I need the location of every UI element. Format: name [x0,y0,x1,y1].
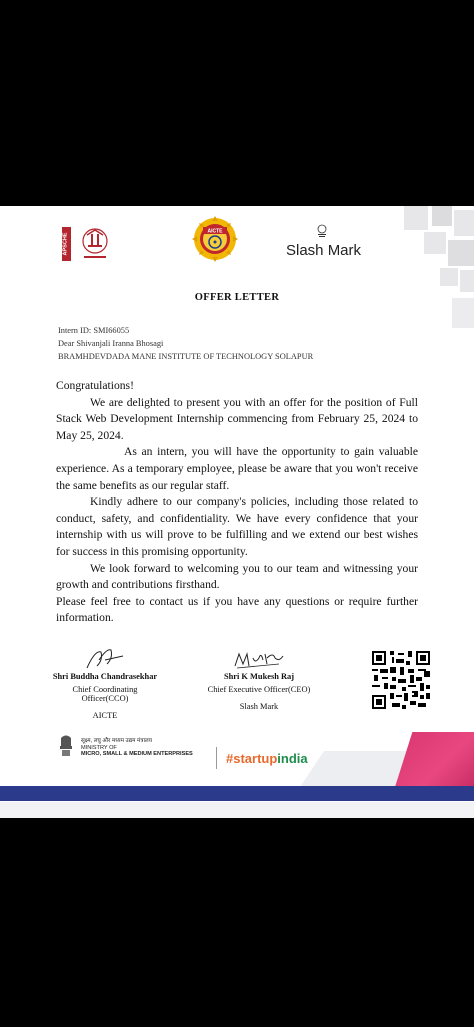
signatory-name: Shri Buddha Chandrasekhar [52,672,158,681]
paragraph-contact: Please feel free to contact us if you have any questions or require further information. [56,594,418,625]
institute-name: BRAMHDEVDADA MANE INSTITUTE OF TECHNOLOGY SOLAPUR [58,352,314,361]
letter-body [56,378,418,627]
india-text: india [277,751,308,766]
aicte-logo [192,216,238,262]
signature-block-ceo [204,646,314,711]
msme-logo [57,734,193,763]
footer-strip [0,802,474,818]
greeting: Congratulations! [56,379,134,392]
signature-image [83,646,127,672]
msme-hindi-text: सूक्ष्म, लघु और मध्यम उद्यम मंत्रालय [81,738,152,744]
qr-code [372,651,430,709]
slash-mark-emblem-icon [316,224,328,238]
msme-line2: MICRO, SMALL & MEDIUM ENTERPRISES [81,751,193,757]
signatory-role: Chief Executive Officer(CEO) [207,685,311,694]
national-emblem-icon [57,734,75,758]
decorative-square [440,268,458,286]
signatory-org: AICTE [92,711,118,720]
paragraph-policies: Kindly adhere to our company's policies, including those related to conduct, safety, and confidentiality. We have every confidence that your internship with us will prove to be fulfilling and we extend our best wishes for success in this promising opportunity. [56,495,418,558]
apsche-logo [62,226,122,262]
recipient-name: Dear Shivanjali Iranna Bhosagi [58,339,164,348]
footer-decoration [395,732,474,787]
aicte-logo-text: AICTE [207,228,223,235]
decorative-square [432,206,452,226]
decorative-square [404,206,428,230]
signatory-org: Slash Mark [239,702,279,711]
svg-text:APSCHE: APSCHE [62,232,69,256]
signatory-role: Chief Coordinating Officer(CCO) [72,685,138,703]
intern-id: Intern ID: SMI66055 [58,326,130,335]
paragraph-offer: We are delighted to present you with an offer for the position of Full Stack Web Development Internship commencing from February 25, 2024 to May 25, 2024. [56,395,418,442]
paragraph-welcome: We look forward to welcoming you to our team and witnessing your growth and contributions firsthand. [56,561,418,592]
paragraph-intern: As an intern, you will have the opportunity to gain valuable experience. As a temporary employee, please be aware that you won't receive the same benefits as our regular staff. [56,445,418,492]
signature-image [229,646,289,672]
footer-band [0,786,474,801]
msme-line1: MINISTRY OF [81,744,117,751]
decorative-square [460,270,474,292]
signature-block-cco [50,646,160,720]
decorative-square [448,240,474,266]
decorative-square [424,232,446,254]
footer-divider [216,747,217,769]
signatory-name: Shri K Mukesh Raj [223,672,295,681]
slash-mark-wordmark: Slash Mark [286,242,362,259]
startup-text: #startup [226,751,278,766]
offer-letter-page [0,206,474,818]
decorative-square [454,210,474,236]
letter-title: OFFER LETTER [194,292,280,303]
startup-india-logo [226,751,308,766]
